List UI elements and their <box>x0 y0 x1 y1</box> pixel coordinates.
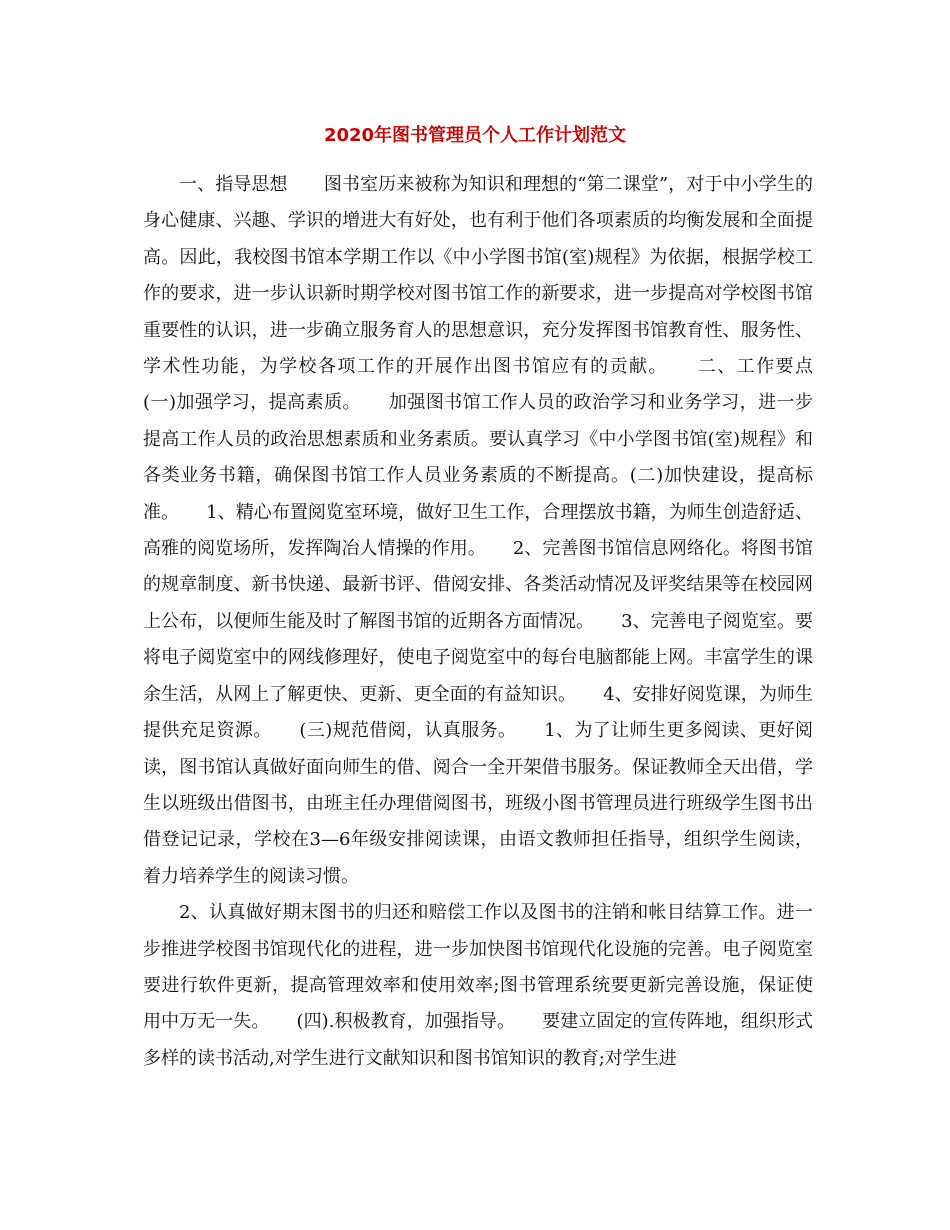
document-title: 2020年图书管理员个人工作计划范文 <box>323 125 627 146</box>
paragraph-1: 一、指导思想 图书室历来被称为知识和理想的“第二课堂”，对于中小学生的身心健康、兴趣、学识的增进大有好处，也有利于他们各项素质的均衡发展和全面提高。因此，我校图书馆本学期工作以《中小学图书馆(室)规程》为依据，根据学校工作的要求，进一步认识新时期学校对图书馆工作的新要求，进一步提高对学校图书馆重要性的认识，进一步确立服务育人的思想意识，充分发挥图书馆教育性、服务性、学术性功能，为学校各项工作的开展作出图书馆应有的贡献。 二、工作要点 (一)加强学习，提高素质。 加强图书馆工作人员的政治学习和业务学习，进一步提高工作人员的政治思想素质和业务素质。要认真学习《中小学图书馆(室)规程》和各类业务书籍，确保图书馆工作人员业务素质的不断提高。(二)加快建设，提高标准。 1、精心布置阅览室环境，做好卫生工作，合理摆放书籍，为师生创造舒适、高雅的阅览场所，发挥陶冶人情操的作用。 2、完善图书馆信息网络化。将图书馆的规章制度、新书快递、最新书评、借阅安排、各类活动情况及评奖结果等在校园网上公布，以便师生能及时了解图书馆的近期各方面情况。 3、完善电子阅览室。要将电子阅览室中的网线修理好，使电子阅览室中的每台电脑都能上网。丰富学生的课余生活，从网上了解更快、更新、更全面的有益知识。 4、安排好阅览课，为师生提供充足资源。 (三)规范借阅，认真服务。 1、为了让师生更多阅读、更好阅读，图书馆认真做好面向师生的借、阅合一全开架借书服务。保证教师全天出借，学生以班级出借图书，由班主任办理借阅图书，班级小图书管理员进行班级学生图书出借登记记录，学校在3—6年级安排阅读课，由语文教师担任指导，组织学生阅读，着力培养学生的阅读习惯。 <box>143 174 849 887</box>
document-body <box>143 167 849 1077</box>
paragraph-2: 2、认真做好期末图书的归还和赔偿工作以及图书的注销和帐目结算工作。进一步推进学校图书馆现代化的进程，进一步加快图书馆现代化设施的完善。电子阅览室要进行软件更新，提高管理效率和使用效率;图书管理系统要更新完善设施，保证使用中万无一失。 (四).积极教育，加强指导。 要建立固定的宣传阵地，组织形式多样的读书活动,对学生进行文献知识和图书馆知识的教育;对学生进 <box>143 902 813 1069</box>
